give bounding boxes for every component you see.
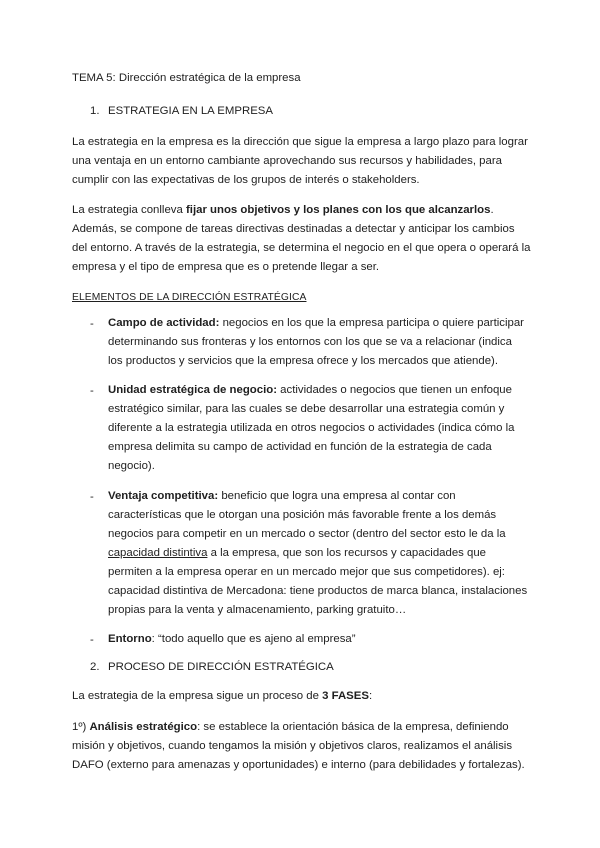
list-item-ventaja-competitiva [108,487,528,620]
list-item-unidad-estrategica [108,381,528,476]
item-text: negocios en los que la empresa participa o quiere participar determinando sus fronteras y los entornos con los que se va a relacionar (indica los productos y servicios que la empresa ofrece y los mercados que atiende). [108,317,524,367]
elements-heading: ELEMENTOS DE LA DIRECCIÓN ESTRATÉGICA [72,292,307,303]
item-text: beneficio que logra una empresa al contar con características que le otorgan una posición más favorable frente a los demás negocios para competir en un mercado o sector (dentro del sector esto le da la [108,490,506,540]
document-title: TEMA 5: Dirección estratégica de la empresa [72,72,301,84]
item-text: actividades o negocios que tienen un enfoque estratégico similar, para las cuales se debe desarrollar una estrategia común y diferente a la estrategia utilizada en otros negocios o actividades (indica cómo la empresa delimita su campo de actividad en función de la estrategia de cada negocio). [108,384,515,472]
bullet-marker: - [90,385,94,397]
bullet-marker: - [90,634,94,646]
para4-bold: Análisis estratégico [89,721,198,733]
underlined-term: capacidad distintiva [108,547,208,559]
bullet-marker: - [90,318,94,330]
section-1-heading [90,105,273,117]
item-term: Campo de actividad: [108,317,220,329]
para2-post: . Además, se compone de tareas directivas destinadas a detectar y anticipar los cambios del entorno. A través de la estrategia, se determina el negocio en el que opera o operará la empresa y el tipo de empresa que es o pretende llegar a ser. [72,204,531,273]
para2-bold: fijar unos objetivos y los planes con los que alcanzarlos [185,204,491,216]
item-term: Ventaja competitiva: [108,490,219,502]
section-2-title: PROCESO DE DIRECCIÓN ESTRATÉGICA [108,661,334,673]
item-term: Entorno [108,633,152,645]
para3-post: : [368,690,373,702]
section-2-heading [90,661,334,673]
section-1-title: ESTRATEGIA EN LA EMPRESA [108,105,274,117]
paragraph-analisis-estrategico [72,718,532,775]
section-2-number: 2. [90,661,100,673]
list-item-entorno [108,630,528,649]
para3-bold: 3 FASES [322,690,369,702]
para4-pre: 1º) [72,721,90,733]
item-term: Unidad estratégica de negocio: [108,384,277,396]
paragraph-process-phases [72,687,532,706]
item-text-continued: a la empresa, que son los recursos y capacidades que permiten a la empresa operar en un mercado mejor que sus competidores). ej: capacidad distintiva de Mercadona: tiene productos de marca blanca, instalaciones propias para la venta y almacenamiento, parking gratuito… [108,547,528,616]
para2-pre: La estrategia conlleva [72,204,186,216]
para4-post: : se establece la orientación básica de la empresa, definiendo misión y objetivos, cuando tengamos la misión y objetivos claros, realizamos el análisis DAFO (externo para amenazas y oportunidades) e interno (para debilidades y fortalezas). [72,721,525,771]
para3-pre: La estrategia de la empresa sigue un proceso de [72,690,323,702]
item-text: : “todo aquello que es ajeno al empresa” [151,633,356,645]
paragraph-definition: La estrategia en la empresa es la dirección que sigue la empresa a largo plazo para lograr una ventaja en un entorno cambiante aprovechando sus recursos y habilidades, para cumplir con las expectativas de los grupos de interés o stakeholders. [72,136,528,186]
section-1-number: 1. [90,105,100,117]
paragraph-strategy-implies [72,201,532,277]
bullet-marker: - [90,491,94,503]
list-item-campo-actividad [108,314,528,371]
